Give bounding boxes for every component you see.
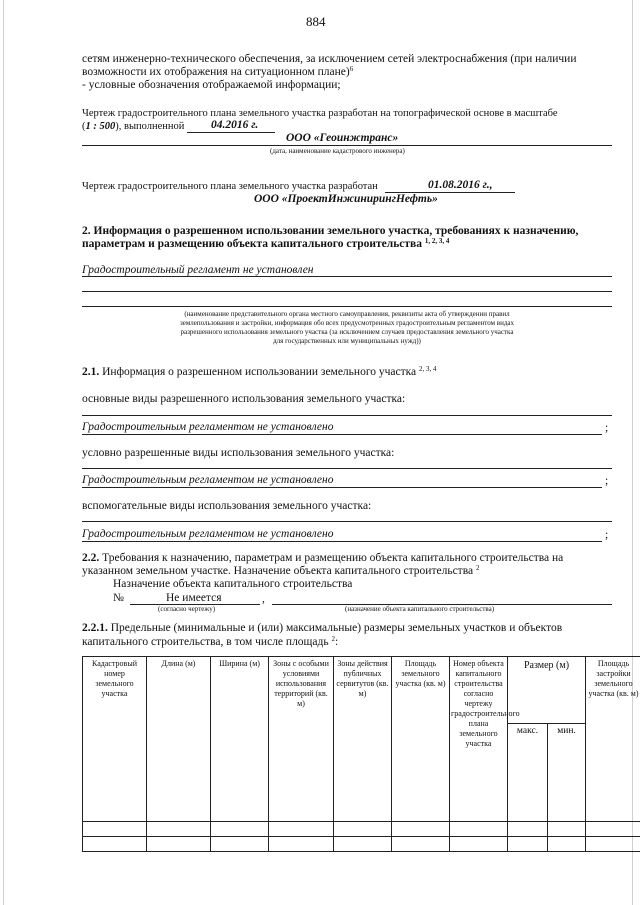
main-use-label: основные виды разрешенного использования земельного участка:: [82, 393, 406, 405]
main-use-top-line: [82, 415, 612, 416]
auxiliary-use-line: [82, 541, 602, 542]
section-2-2-line-1: 2.2. Требования к назначению, параметрам и размещению объекта капитального строительства на: [82, 552, 564, 564]
header-servitude-zones: Зоны действия публичных сервитутов (кв. м): [334, 657, 392, 822]
main-use-line: [82, 434, 602, 435]
conditional-use-semicolon: ;: [605, 475, 609, 487]
conditional-use-label: условно разрешенные виды использования земельного участка:: [82, 447, 395, 459]
section-2-2-1-line-2: капитального строительства, в том числе площадь $^2$:: [82, 635, 339, 648]
number-comma: ,: [262, 593, 265, 605]
conditional-use-top-line: [82, 468, 612, 469]
developer-text: Чертеж градостроительного плана земельного участка разработан: [82, 181, 378, 192]
purpose-caption: (назначение объекта капитального строительства): [345, 605, 495, 613]
survey-date-line: [187, 132, 275, 133]
purpose-label: Назначение объекта капитального строительства: [113, 578, 353, 590]
number-value: Не имеется: [166, 592, 222, 604]
developer-date: 01.08.2016 г.,: [428, 179, 493, 191]
header-built-area: Площадь застройки земельного участка (кв. м): [586, 657, 640, 822]
regulation-line-1: [82, 276, 612, 277]
survey-line-1: Чертеж градостроительного плана земельного участка разработан на топографической основе в масштабе: [82, 108, 558, 119]
section-2-2-line-2: указанном земельном участке. Назначение объекта капитального строительства $^2$: [82, 564, 480, 577]
regulation-text: Градостроительный регламент не установлен: [82, 264, 314, 276]
table-row: [83, 822, 640, 837]
header-plot-area: Площадь земельного участка (кв. м): [392, 657, 450, 822]
header-width: Ширина (м): [211, 657, 269, 822]
auxiliary-use-label: вспомогательные виды использования земельного участка:: [82, 500, 372, 512]
header-length: Длина (м): [147, 657, 211, 822]
survey-line-2: (1 : 500), выполненной: [82, 121, 185, 132]
regulation-caption: (наименование представительного органа местного самоуправления, реквизиты акта об утверждении правил землепользования и застройки, информация обо всех предусмотренных градостроительным регламентом видах разрешенного использования земельного участка (за исключением случаев предоставления земельного участка для государственных или муниципальных нужд)): [179, 310, 515, 345]
header-size-max: макс.: [508, 724, 548, 822]
header-object-number: Номер объекта капитального строительства согласно чертежу градостроительного плана земельного участка: [450, 657, 508, 822]
developer-org: ООО «ПроектИнжинирингНефть»: [254, 193, 438, 205]
intro-line-2: возможности их отображения на ситуационном плане)$^6$: [82, 65, 354, 78]
table-header-row: [83, 657, 640, 724]
conditional-use-line: [82, 487, 602, 488]
section-2-1-title: 2.1. Информация о разрешенном использовании земельного участка $^{2, 3, 4}$: [82, 365, 437, 378]
main-use-value: Градостроительным регламентом не установлено: [82, 421, 334, 433]
section-2-heading-1: 2. Информация о разрешенном использовании земельного участка, требованиях к назначению,: [82, 225, 579, 237]
survey-caption: (дата, наименование кадастрового инженера): [270, 147, 405, 155]
survey-engineer-line: [82, 145, 612, 146]
survey-date: 04.2016 г.: [211, 119, 259, 131]
auxiliary-use-value: Градостроительным регламентом не установлено: [82, 528, 334, 540]
header-size-min: мин.: [548, 724, 586, 822]
regulation-line-3: [82, 306, 612, 307]
auxiliary-use-top-line: [82, 521, 612, 522]
section-2-2-1-line-1: 2.2.1. Предельные (минимальные и (или) максимальные) размеры земельных участков и объектов: [82, 622, 563, 634]
conditional-use-value: Градостроительным регламентом не установлено: [82, 474, 334, 486]
header-special-zones: Зоны с особыми условиями использования территорий (кв. м): [269, 657, 334, 822]
parameters-table: [82, 656, 640, 852]
auxiliary-use-semicolon: ;: [605, 529, 609, 541]
header-cadastral-number: Кадастровый номер земельного участка: [83, 657, 147, 822]
survey-engineer: ООО «Геоинжтранс»: [286, 132, 399, 144]
regulation-line-2: [82, 291, 612, 292]
number-caption: (согласно чертежу): [158, 605, 216, 613]
number-label: №: [113, 592, 124, 604]
page-number: 884: [306, 14, 326, 29]
scan-edge-left: [3, 0, 4, 905]
section-2-heading-2: параметрам и размещению объекта капитального строительства $^{1, 2, 3, 4}$: [82, 237, 450, 250]
intro-line-3: - условные обозначения отображаемой информации;: [82, 79, 341, 91]
main-use-semicolon: ;: [605, 422, 609, 434]
table-row: [83, 837, 640, 852]
header-size: Размер (м): [508, 657, 586, 724]
intro-line-1: сетям инженерно-технического обеспечения, за исключением сетей электроснабжения (при наличии: [82, 53, 577, 65]
